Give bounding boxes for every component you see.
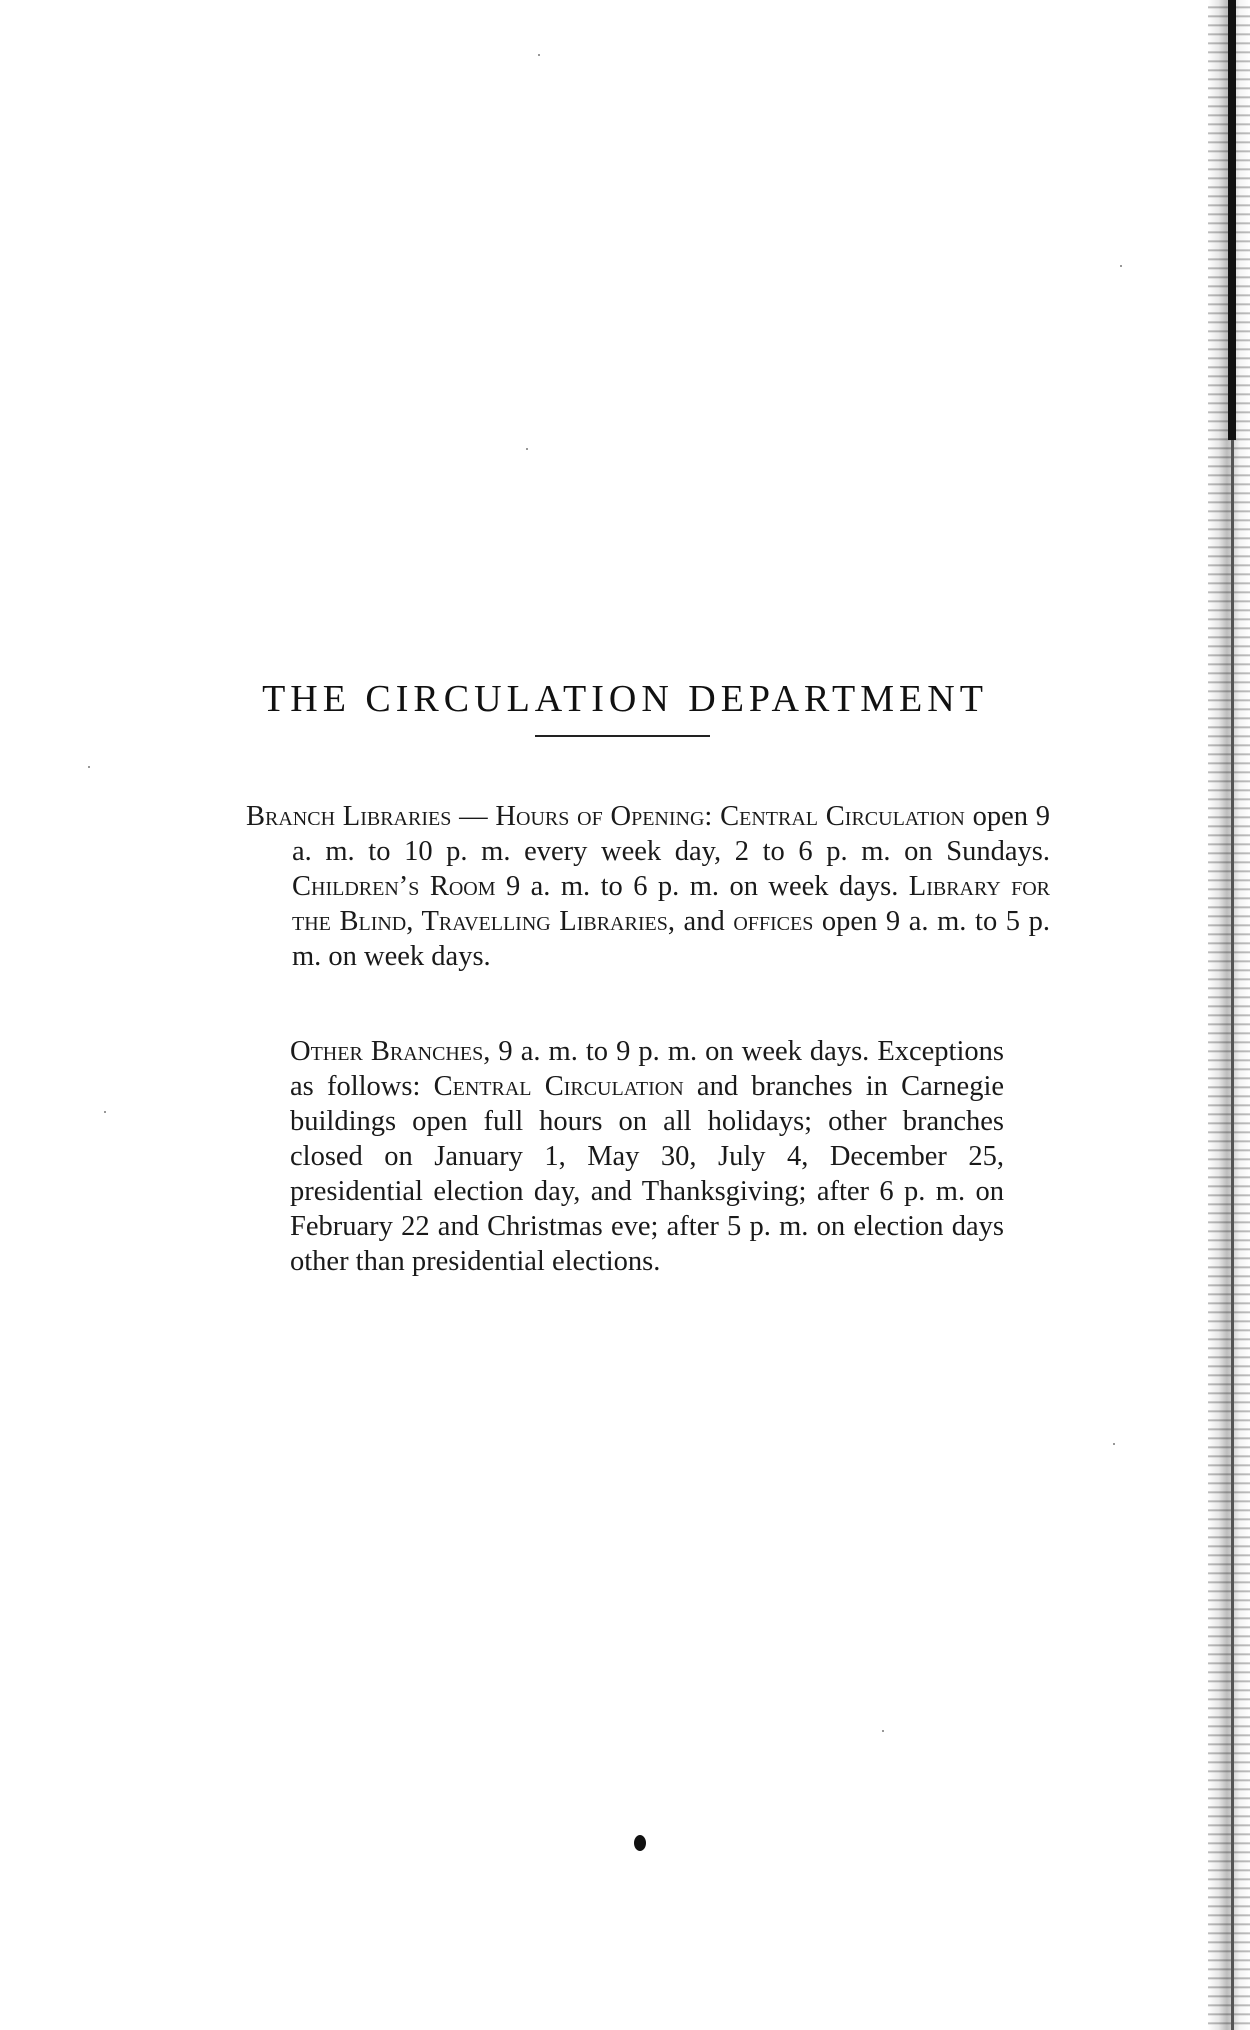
speck xyxy=(88,766,90,768)
library-for-blind-label: Library for the Blind, xyxy=(292,870,1051,937)
branch-libraries-heading: Branch Libraries xyxy=(246,800,452,832)
hours-of-opening-heading: Hours of Opening: xyxy=(495,800,713,832)
speck xyxy=(538,54,540,56)
other-branches-hours-text: 9 a. m. to 9 p. m. on week days. Exceptions as follows: xyxy=(290,1035,1004,1102)
ink-dot xyxy=(634,1835,646,1851)
exceptions-text: and branches in Carnegie buildings open full hours on all holidays; other branches closed on January 1, May 30, July 4, December 25, presidential election day, and Thanksgiving; after 6 p. m. on February 22 and Christmas eve; after 5 p. m. on election days other than presidential elections. xyxy=(290,1070,1005,1277)
travelling-libraries-label: Travelling Libraries, xyxy=(413,905,675,937)
heading-dash: — xyxy=(451,800,496,832)
and-text: and xyxy=(674,905,734,937)
offices-label: offices xyxy=(733,905,814,937)
title-divider xyxy=(535,735,710,737)
other-branches-label: Other Branches, xyxy=(290,1035,491,1067)
central-circulation-label: Central Circulation xyxy=(712,800,965,832)
central-hours-text: open 9 a. m. to 10 p. m. every week day, 2 to 6 p. m. on Sundays. xyxy=(292,800,1051,867)
speck xyxy=(1113,1443,1115,1445)
binding-edge xyxy=(1228,0,1236,440)
speck xyxy=(104,1111,106,1113)
speck xyxy=(882,1730,884,1732)
page-title: THE CIRCULATION DEPARTMENT xyxy=(262,678,988,721)
branch-hours-paragraph xyxy=(246,799,1050,974)
central-circulation-label-2: Central Circulation xyxy=(433,1070,684,1102)
speck xyxy=(526,448,528,450)
childrens-hours-text: 9 a. m. to 6 p. m. on week days. xyxy=(495,870,909,902)
other-branches-paragraph xyxy=(290,1034,1004,1279)
speck xyxy=(1120,265,1122,267)
childrens-room-label: Children’s Room xyxy=(292,870,496,902)
offices-hours-text: open 9 a. m. to 5 p. m. on week days. xyxy=(292,905,1051,972)
